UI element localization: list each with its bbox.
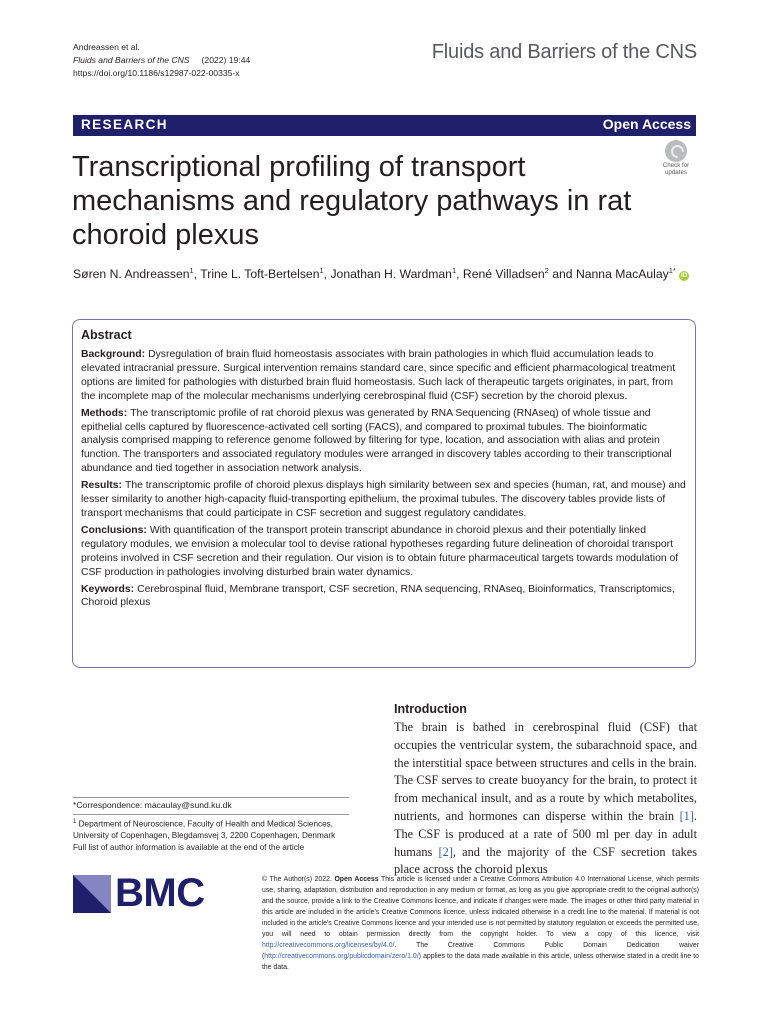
bmc-logo (73, 871, 205, 915)
license-link[interactable]: http://creativecommons.org/licenses/by/4.0/ (262, 942, 395, 949)
abstract-conclusions: Conclusions: With quantification of the transport protein transcript abundance in choroid plexus and their potentially linked regulatory modules, we envision a molecular tool to devise rational hypotheses regarding future delineation of choroidal transport proteins involved in CSF secretion and their regulation. Our vision is to obtain future pharmaceutical targets towards modulation of CSF production in pathologies involving disturbed brain water dynamics. (81, 524, 679, 578)
year-volume: (2022) 19:44 (201, 55, 251, 65)
abstract-background: Background: Dysregulation of brain fluid homeostasis associates with brain pathologies in which fluid accumulation leads to elevated intracranial pressure. Surgical intervention remains standard care, since specific and efficient pharmacological treatment options are limited for pathologies with disturbed brain fluid homeostasis. Such lack of therapeutic targets originates, in part, from the incomplete map of the molecular mechanisms underlying cerebrospinal fluid (CSF) secretion by the choroid plexus. (81, 349, 676, 402)
abstract-methods: Methods: The transcriptomic profile of rat choroid plexus was generated by RNA Sequencing (RNAseq) of whole tissue and epithelial cells captured by fluorescence-activated cell sorting (FACS), and compared to proximal tubules. The bioinformatic analysis comprised mapping to reference genome followed by filtering for type, location, and association with alias and protein function. The transporters and associated regulatory modules were arranged in discovery tables according to their transcriptional abundance and tied together in association network analysis. (81, 407, 672, 475)
check-updates-icon (665, 140, 687, 162)
article-type-banner (73, 115, 696, 136)
check-updates-label-2: updates (664, 169, 688, 176)
author[interactable]: Nanna MacAulay$^{1*}$ (575, 266, 676, 282)
open-access-label: Open Access (602, 116, 691, 132)
divider (73, 814, 349, 815)
introduction-body: The brain is bathed in cerebrospinal fluid (CSF) that occupies the ventricular system, the subarachnoid space, and the interstitial space between structures and cells in the brain. The CSF serves to create buoyancy for the brain, to protect it from mechanical insult, and as a route by which metabolites, nutrients, and hormones can disperse within the brain [1]. The CSF is produced at a rate of 500 ml per day in adult humans [2], and the majority of the CSF secretion takes place across the choroid plexus (394, 720, 698, 877)
author[interactable]: René Villadsen$^2$ (462, 266, 549, 282)
abstract-keywords: Keywords: Cerebrospinal fluid, Membrane transport, CSF secretion, RNA sequencing, RNAseq, Bioinformatics, Transcriptomics, Choroid plexus (81, 583, 675, 609)
orcid-icon[interactable]: iD (680, 272, 688, 280)
license-text: © The Author(s) 2022. Open Access This article is licensed under a Creative Commons Attribution 4.0 International License, which permits use, sharing, adaptation, distribution and reproduction in any medium or format, as long as you give appropriate credit to the original author(s) and the source, provide a link to the Creative Commons licence, and indicate if changes were made. The images or other third party material in this article are included in the article's Creative Commons licence, unless indicated otherwise in a credit line to the material. If material is not included in the article's Creative Commons licence and your intended use is not permitted by statutory regulation or exceeds the permitted use, you will need to obtain permission directly from the copyright holder. To view a copy of this licence, visit http://creativecommons.org/licenses/by/4.0/. The Creative Commons Public Domain Dedication waiver (http://creativecommons.org/publicdomain/zero/1.0/) applies to the data made available in this article, unless otherwise stated in a credit line to the data. (262, 876, 699, 971)
journal-italic: Fluids and Barriers of the CNS (73, 55, 190, 65)
author[interactable]: Jonathan H. Wardman$^1$ (330, 266, 457, 282)
article-type-label: RESEARCH (81, 117, 168, 132)
public-domain-link[interactable]: http://creativecommons.org/publicdomain/zero/1.0/ (264, 953, 419, 960)
bmc-logo-mark (73, 875, 111, 913)
abstract-box (72, 319, 696, 668)
bmc-logo-text: BMC (115, 871, 205, 915)
doi-link[interactable]: https://doi.org/10.1186/s12987-022-00335-x (73, 68, 240, 78)
journal-name: Fluids and Barriers of the CNS (431, 41, 697, 63)
abstract-heading: Abstract (81, 328, 132, 342)
article-citation (73, 41, 250, 80)
citation-link[interactable]: [1] (679, 808, 694, 823)
author[interactable]: Trine L. Toft-Bertelsen$^1$ (200, 266, 324, 282)
correspondence-email[interactable]: *Correspondence: macaulay@sund.ku.dk (73, 800, 232, 810)
check-updates-label: Check for (662, 162, 690, 169)
introduction-heading: Introduction (394, 702, 467, 716)
article-title: Transcriptional profiling of transport mechanisms and regulatory pathways in rat choroid plexus (72, 151, 632, 251)
check-for-updates-button[interactable] (656, 139, 696, 181)
abstract-results: Results: The transcriptomic profile of choroid plexus displays high similarity between sex and species (human, rat, and mouse) and lesser similarity to another high-capacity fluid-transporting epithelium, the proximal tubules. The discovery tables provide lists of transport mechanisms that could participate in CSF secretion and suggest regulatory candidates. (81, 480, 686, 519)
author-list: Søren N. Andreassen$^1$, Trine L. Toft-Bertelsen$^1$, Jonathan H. Wardman$^1$, René Villadsen$^2$ and Nanna MacAulay$^{1*}$ iD (73, 266, 688, 282)
divider (73, 797, 349, 798)
authors-short: Andreassen et al. (73, 42, 140, 52)
affiliation: $^1$ Department of Neuroscience, Faculty of Health and Medical Sciences, University of Copenhagen, Blegdamsvej 3, 2200 Copenhagen, Denmark Full list of author information is available at the end of the article (73, 819, 336, 852)
citation-link[interactable]: [2] (438, 844, 453, 859)
author[interactable]: Søren N. Andreassen$^1$ (73, 266, 194, 282)
